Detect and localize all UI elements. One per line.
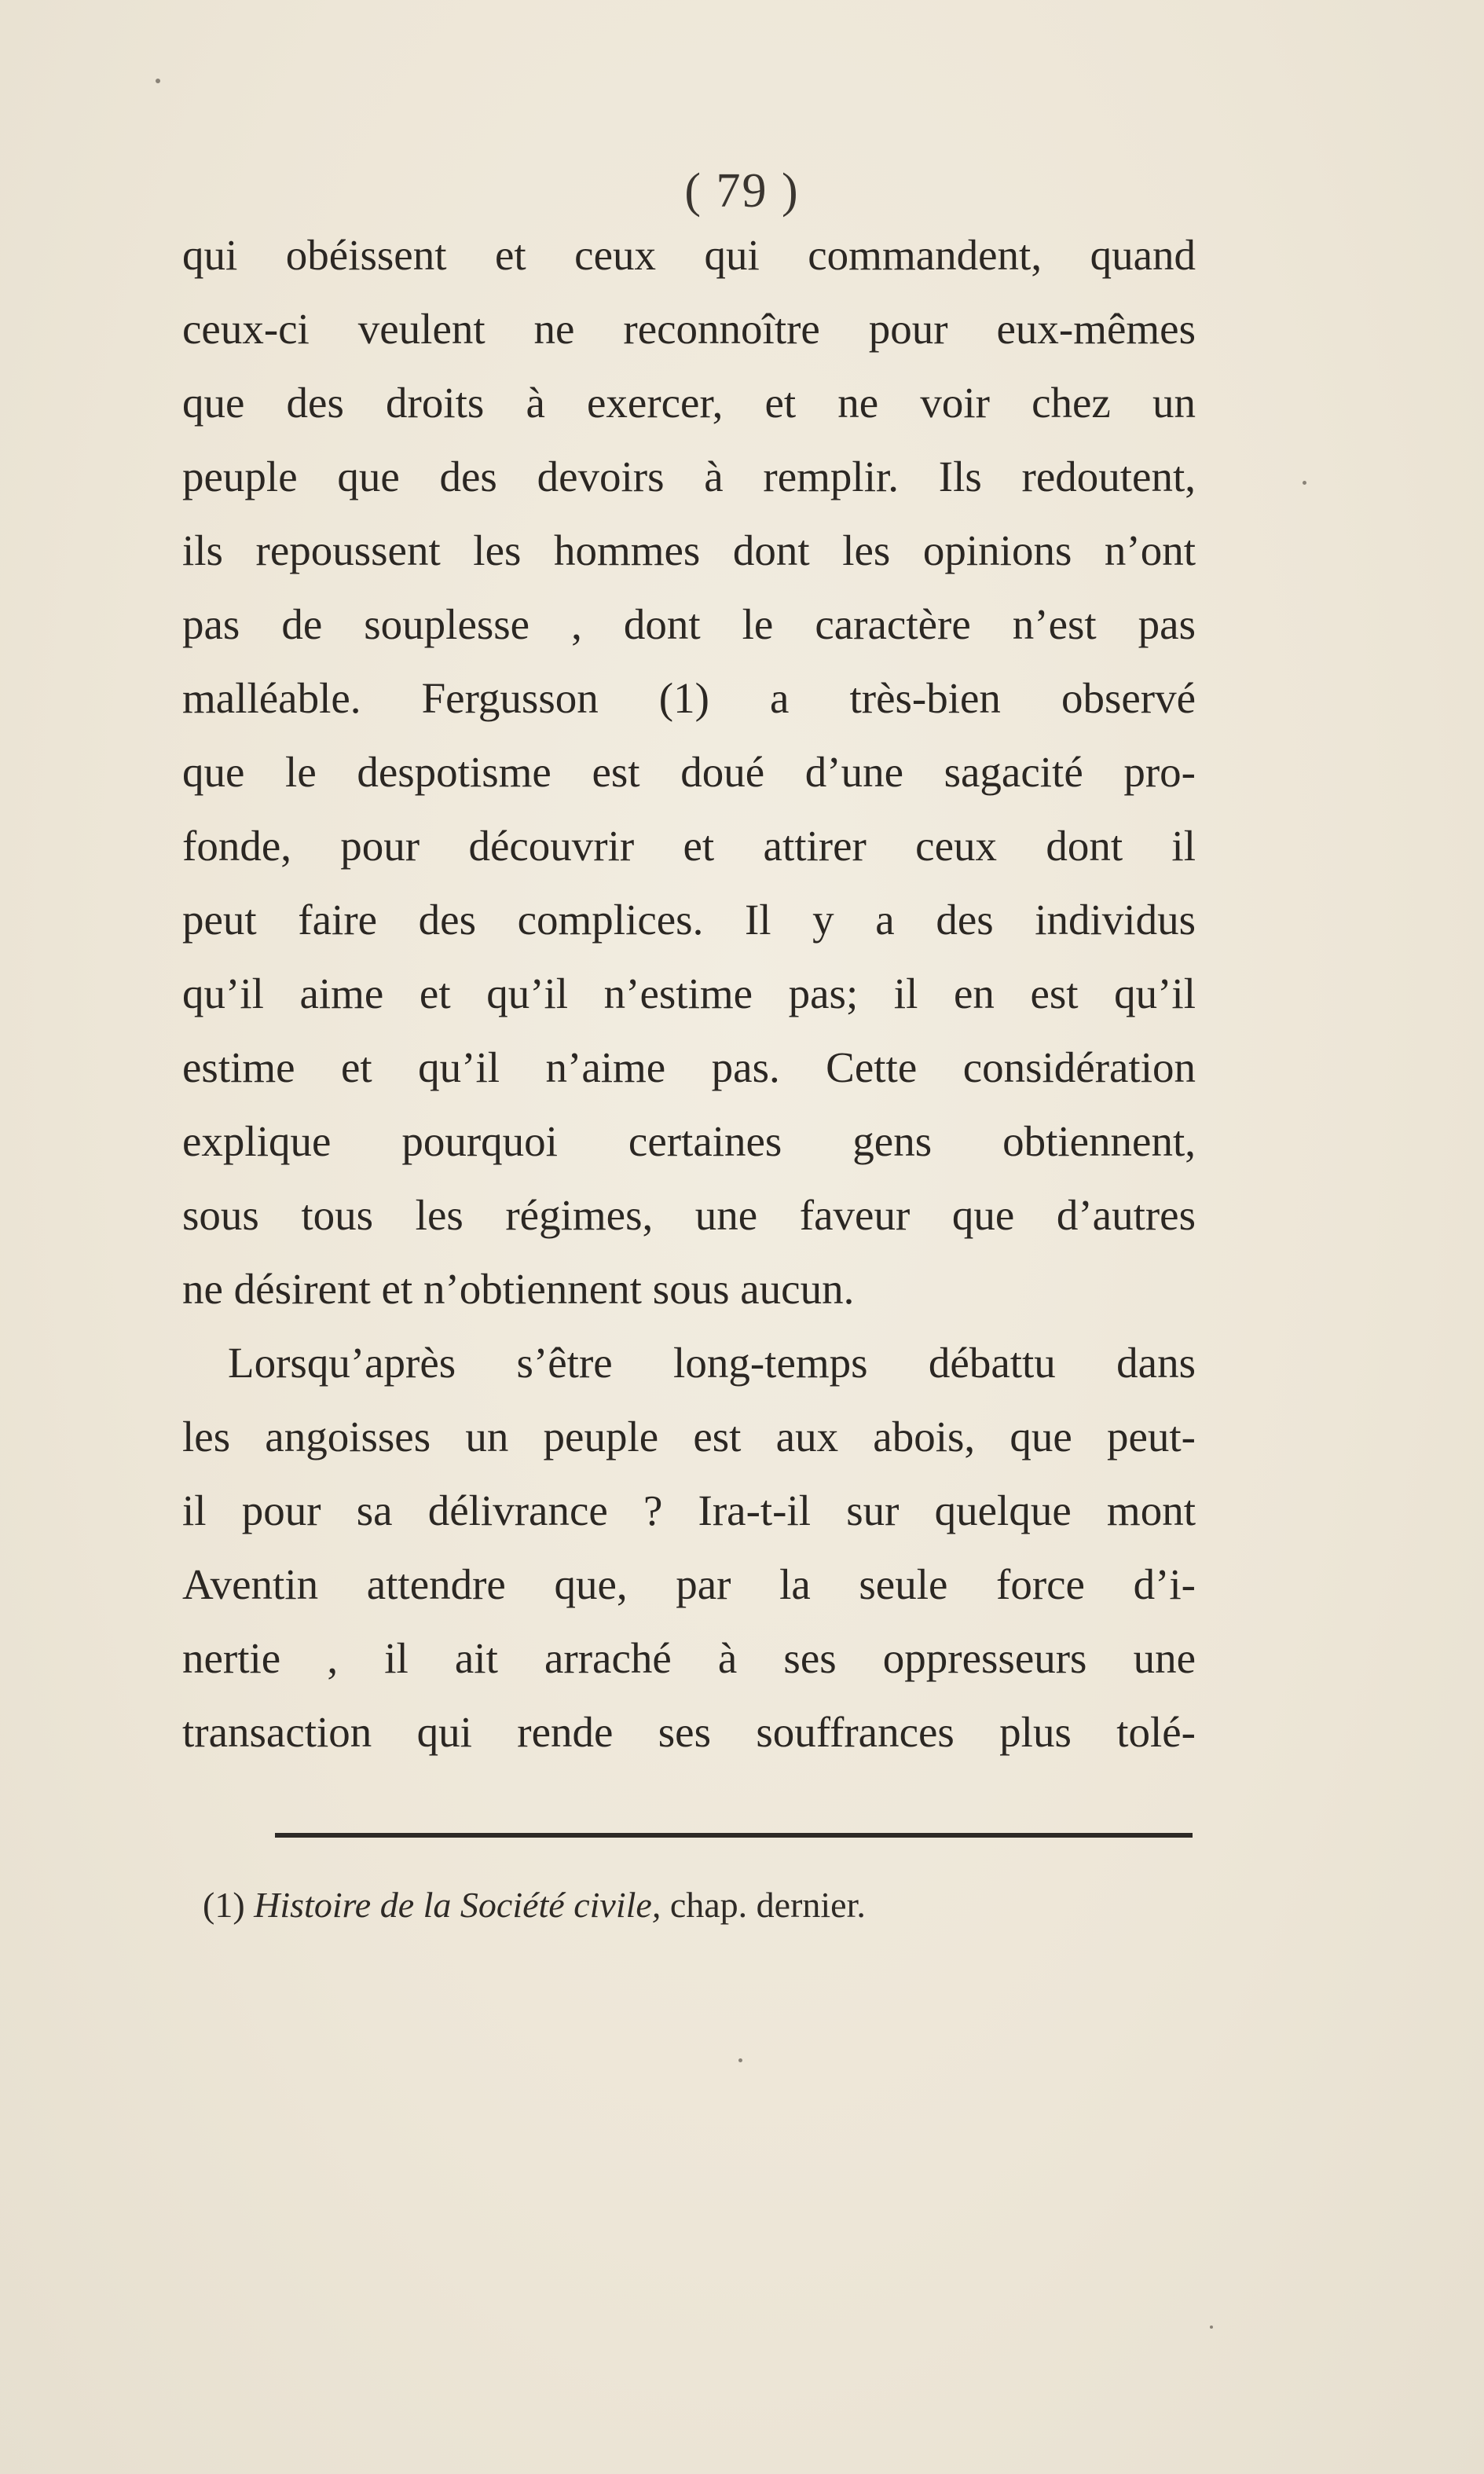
paper-speck <box>1210 2326 1213 2329</box>
text-line: transaction qui rende ses souffrances plus tolé- <box>182 1708 1196 1756</box>
body-text <box>182 218 1196 1769</box>
paragraph-start-line: Lorsqu’après s’être long-temps débattu dans <box>228 1339 1196 1387</box>
text-line: fonde, pour découvrir et attirer ceux dont il <box>182 822 1196 870</box>
paper-speck <box>1303 481 1306 485</box>
text-line: il pour sa délivrance ? Ira-t-il sur quelque mont <box>182 1486 1196 1534</box>
text-line: nertie , il ait arraché à ses oppresseurs une <box>182 1634 1196 1682</box>
text-line: Aventin attendre que, par la seule force d’i- <box>182 1560 1196 1608</box>
page-number: ( 79 ) <box>684 164 800 218</box>
footnote <box>203 1882 866 1929</box>
text-line: ne désirent et n’obtiennent sous aucun. <box>182 1265 855 1313</box>
paper-speck <box>156 79 160 83</box>
text-line: pas de souplesse , dont le caractère n’est pas <box>182 600 1196 648</box>
text-line: que des droits à exercer, et ne voir chez un <box>182 379 1196 427</box>
text-line: sous tous les régimes, une faveur que d’autres <box>182 1191 1196 1239</box>
text-line: les angoisses un peuple est aux abois, que peut- <box>182 1413 1196 1461</box>
text-line: peut faire des complices. Il y a des individus <box>182 896 1196 944</box>
footnote-text: chap. dernier. <box>669 1885 866 1925</box>
text-line: malléable. Fergusson (1) a très-bien observé <box>182 674 1196 722</box>
text-line: explique pourquoi certaines gens obtiennent, <box>182 1117 1196 1165</box>
text-line: peuple que des devoirs à remplir. Ils redoutent, <box>182 453 1196 500</box>
text-line: estime et qu’il n’aime pas. Cette considération <box>182 1043 1196 1091</box>
text-line: ils repoussent les hommes dont les opinions n’ont <box>182 526 1196 574</box>
text-line: ceux-ci veulent ne reconnoître pour eux-mêmes <box>182 305 1196 353</box>
text-line: que le despotisme est doué d’une sagacité pro- <box>182 748 1196 796</box>
paper-speck <box>738 2058 742 2062</box>
footnote-rule <box>275 1833 1193 1838</box>
footnote-marker: (1) <box>203 1885 245 1925</box>
text-line: qui obéissent et ceux qui commandent, quand <box>182 231 1196 279</box>
text-line: qu’il aime et qu’il n’estime pas; il en est qu’il <box>182 969 1196 1017</box>
footnote-title: Histoire de la Société civile, <box>254 1885 661 1925</box>
